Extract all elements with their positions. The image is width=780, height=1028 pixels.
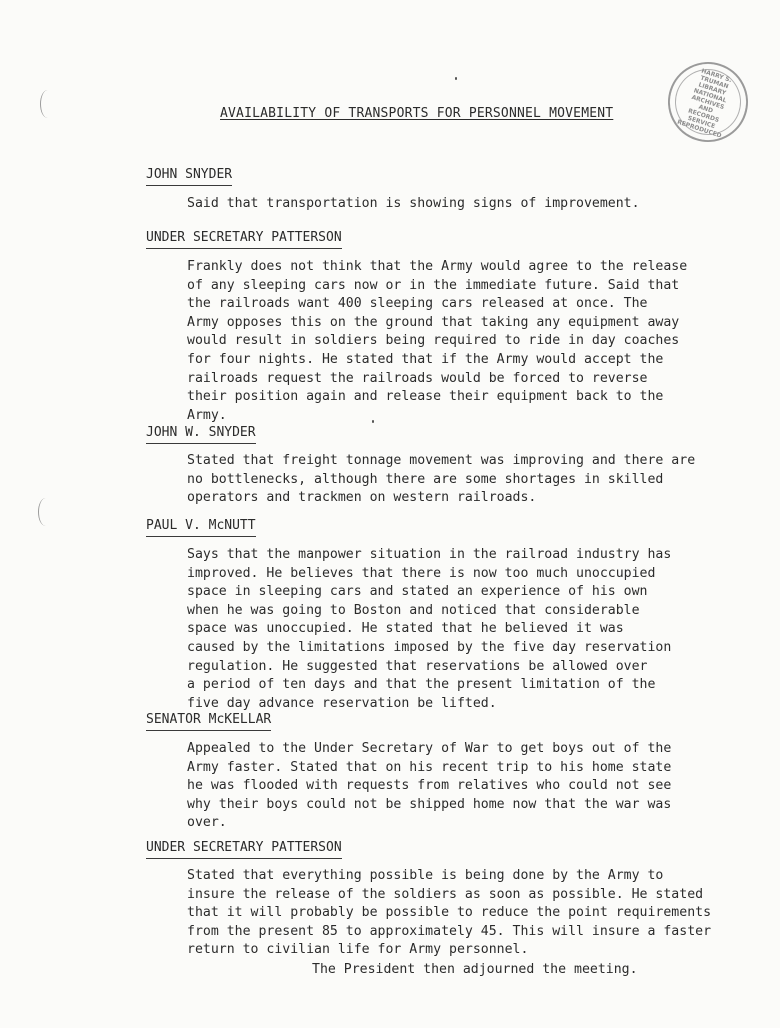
speaker-heading: JOHN W. SNYDER [146,425,256,444]
statement-paragraph: Stated that everything possible is being done by the Army to insure the release of the soldiers as soon as possible. He stated that it will probably be possible to reduce the point requirements from the present 85 to approximately 45. This will insure a faster return to civilian life for Army personnel. [187,868,712,958]
statement-paragraph: Stated that freight tonnage movement was improving and there are no bottlenecks, although there are some shortages in skilled operators and trackmen on western railroads. [187,453,696,506]
speaker-heading: UNDER SECRETARY PATTERSON [146,230,342,249]
speaker-heading: UNDER SECRETARY PATTERSON [146,840,342,859]
statement-paragraph: Appealed to the Under Secretary of War to get boys out of the Army faster. Stated that on his recent trip to his home state he was flooded with requests from relatives who could not see why their boys could not be shipped home now that the war was over. [187,741,672,831]
closing-line: The President then adjourned the meeting. [312,962,638,977]
statement-paragraph: Says that the manpower situation in the railroad industry has improved. He believes that there is now too much unoccupied space in sleeping cars and stated an experience of his own when he was going to Boston and noticed that considerable space was unoccupied. He stated that he believed it was caused by the limitations imposed by the five day reservation regulation. He suggested that reservations be allowed over a period of ten days and that the present limitation of the five day advance reservation be lifted. [187,547,672,711]
statement-paragraph: Said that transportation is showing signs of improvement. [187,196,640,211]
archive-stamp-icon [658,52,759,153]
punch-hole-mark [40,90,55,118]
speaker-heading: JOHN SNYDER [146,167,232,186]
speaker-heading: PAUL V. McNUTT [146,518,256,537]
speaker-heading: SENATOR McKELLAR [146,712,271,731]
statement-paragraph: Frankly does not think that the Army would agree to the release of any sleeping cars now or in the immediate future. Said that the railroads want 400 sleeping cars released at once. The Army opposes this on the ground that taking any equipment away would result in soldiers being required to ride in day coaches for four nights. He stated that if the Army would accept the railroads request the railroads would be forced to reverse their position again and release their equipment back to the Army. [187,259,688,423]
document-title: AVAILABILITY OF TRANSPORTS FOR PERSONNEL MOVEMENT [220,106,614,121]
punch-hole-mark [38,498,53,526]
paper-speck [455,77,457,80]
archive-stamp-text: HARRY S. TRUMAN LIBRARY NATIONAL ARCHIVES AND RECORDS SERVICE REPRODUCED [676,67,733,140]
